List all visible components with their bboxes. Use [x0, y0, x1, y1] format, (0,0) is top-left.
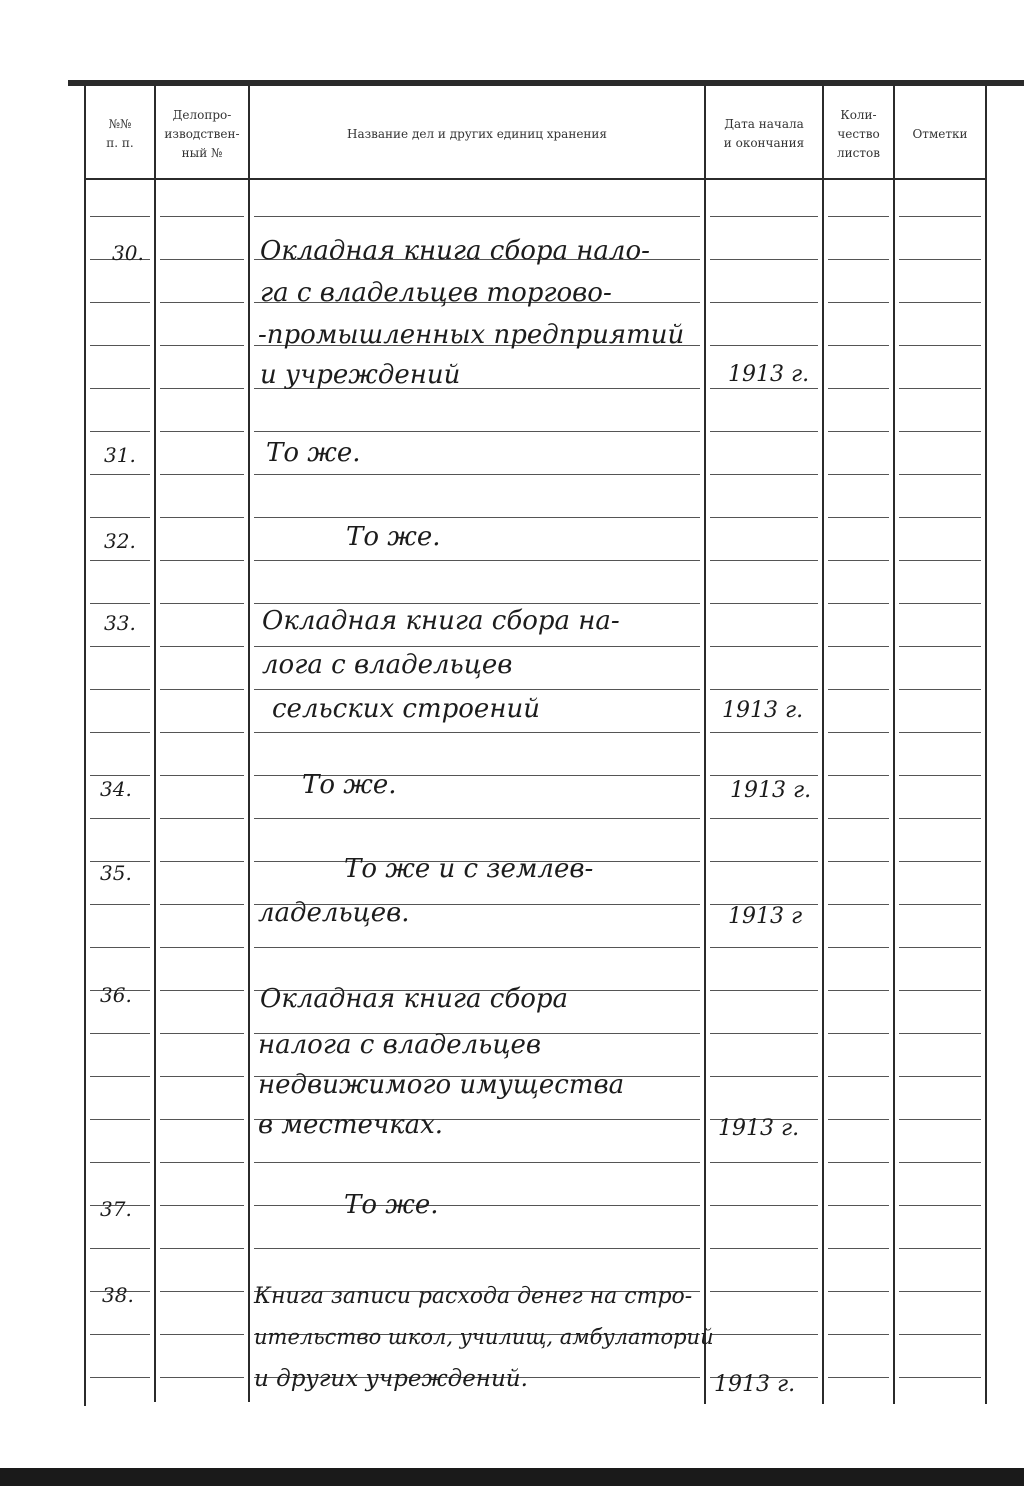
entry-title-line: Окладная книга сбора на- — [262, 606, 620, 636]
ruled-line — [828, 1033, 889, 1034]
ruled-line — [828, 818, 889, 819]
ruled-line — [828, 1248, 889, 1249]
ruled-line — [828, 1119, 889, 1120]
ruled-line — [899, 732, 981, 733]
ruled-line — [899, 1162, 981, 1163]
ruled-line — [828, 431, 889, 432]
column-line — [84, 86, 86, 1406]
entry-title-line: Книга записи расхода денег на стро- — [254, 1284, 693, 1309]
ruled-line — [710, 1033, 818, 1034]
ruled-line — [710, 732, 818, 733]
entry-title-line: То же. — [266, 438, 361, 468]
ruled-line — [828, 1291, 889, 1292]
ruled-line — [160, 560, 244, 561]
ruled-line — [828, 1377, 889, 1378]
entry-title-line: налога с владельцев — [258, 1030, 541, 1060]
ruled-line — [90, 1119, 150, 1120]
ruled-line — [254, 818, 700, 819]
ruled-line — [899, 775, 981, 776]
ruled-line — [254, 603, 700, 604]
ruled-line — [710, 861, 818, 862]
ruled-line — [710, 259, 818, 260]
ruled-line — [160, 431, 244, 432]
ruled-line — [160, 775, 244, 776]
entry-number: 31. — [104, 443, 136, 467]
ruled-line — [160, 517, 244, 518]
ruled-line — [90, 1162, 150, 1163]
entry-date: 1913 г. — [722, 698, 804, 723]
entry-title-line: То же. — [346, 522, 441, 552]
entry-title-line: Окладная книга сбора нало- — [260, 236, 650, 266]
ruled-line — [899, 560, 981, 561]
entry-title-line: и других учреждений. — [254, 1366, 528, 1392]
ruled-line — [710, 1205, 818, 1206]
ruled-line — [899, 517, 981, 518]
ruled-line — [828, 259, 889, 260]
page-bottom-edge — [0, 1468, 1024, 1486]
ruled-line — [828, 775, 889, 776]
ruled-line — [899, 1076, 981, 1077]
ruled-line — [710, 560, 818, 561]
ruled-line — [90, 388, 150, 389]
ruled-line — [710, 216, 818, 217]
ruled-line — [90, 904, 150, 905]
ruled-line — [160, 259, 244, 260]
ruled-line — [828, 1205, 889, 1206]
ruled-line — [899, 990, 981, 991]
ruled-line — [160, 990, 244, 991]
ruled-line — [254, 474, 700, 475]
ruled-line — [160, 689, 244, 690]
ruled-line — [90, 646, 150, 647]
ruled-line — [828, 216, 889, 217]
entry-date: 1913 г — [728, 904, 803, 929]
entry-title-line: ладельцев. — [258, 898, 410, 928]
ruled-line — [828, 1162, 889, 1163]
entry-title-line: Окладная книга сбора — [260, 984, 569, 1014]
entry-title-line: в местечках. — [258, 1110, 444, 1140]
header-notes: Отметки — [912, 126, 968, 141]
ruled-line — [90, 689, 150, 690]
entry-number: 38. — [102, 1283, 134, 1307]
ruled-line — [710, 1291, 818, 1292]
page-top-edge — [68, 80, 1024, 86]
ruled-line — [899, 388, 981, 389]
ruled-line — [160, 818, 244, 819]
ruled-line — [899, 861, 981, 862]
ruled-line — [254, 431, 700, 432]
ruled-line — [90, 732, 150, 733]
ruled-line — [254, 1248, 700, 1249]
ruled-line — [710, 689, 818, 690]
ruled-line — [828, 904, 889, 905]
ruled-line — [899, 1291, 981, 1292]
ruled-line — [90, 560, 150, 561]
ruled-line — [899, 1248, 981, 1249]
entry-title-line: лога с владельцев — [262, 650, 513, 680]
ruled-line — [254, 689, 700, 690]
ruled-line — [90, 1248, 150, 1249]
ruled-line — [160, 1291, 244, 1292]
entry-number: 30. — [112, 241, 144, 265]
entry-title-line: То же и с землев- — [344, 854, 594, 884]
ruled-line — [160, 861, 244, 862]
ruled-line — [828, 517, 889, 518]
column-line — [248, 86, 250, 1402]
ruled-line — [160, 1119, 244, 1120]
ruled-line — [160, 732, 244, 733]
ruled-line — [710, 431, 818, 432]
ruled-line — [254, 732, 700, 733]
ruled-line — [160, 1033, 244, 1034]
ruled-line — [710, 302, 818, 303]
ruled-line — [710, 646, 818, 647]
ruled-line — [254, 517, 700, 518]
ruled-line — [710, 1334, 818, 1335]
ruled-line — [899, 1205, 981, 1206]
ruled-line — [90, 947, 150, 948]
column-line — [704, 86, 706, 1404]
header-sheets: Коли- чество листов — [837, 107, 880, 160]
ruled-line — [90, 302, 150, 303]
ruled-line — [710, 818, 818, 819]
entry-date: 1913 г. — [730, 778, 812, 803]
ruled-line — [90, 517, 150, 518]
ruled-line — [899, 947, 981, 948]
ruled-line — [828, 474, 889, 475]
ruled-line — [710, 1162, 818, 1163]
ruled-line — [90, 818, 150, 819]
entry-date: 1913 г. — [728, 362, 810, 387]
ruled-line — [90, 1334, 150, 1335]
entry-number: 33. — [104, 611, 136, 635]
ruled-line — [160, 388, 244, 389]
column-line — [154, 86, 156, 1402]
ruled-line — [90, 1076, 150, 1077]
ruled-line — [828, 861, 889, 862]
ruled-line — [710, 603, 818, 604]
ruled-line — [899, 689, 981, 690]
ruled-line — [160, 1162, 244, 1163]
entry-number: 37. — [100, 1197, 132, 1221]
entry-title-line: сельских строений — [272, 694, 540, 724]
ruled-line — [899, 603, 981, 604]
ruled-line — [160, 646, 244, 647]
ruled-line — [160, 1248, 244, 1249]
ruled-line — [90, 603, 150, 604]
ruled-line — [828, 1334, 889, 1335]
entry-title-line: -промышленных предприятий — [258, 320, 685, 350]
column-line — [822, 86, 824, 1404]
ruled-line — [828, 388, 889, 389]
ruled-line — [899, 431, 981, 432]
ruled-line — [90, 216, 150, 217]
ruled-line — [899, 259, 981, 260]
ruled-line — [160, 345, 244, 346]
ruled-line — [254, 216, 700, 217]
ruled-line — [254, 1205, 700, 1206]
entry-date: 1913 г. — [718, 1116, 800, 1141]
ruled-line — [710, 517, 818, 518]
ruled-line — [254, 1162, 700, 1163]
ruled-line — [710, 474, 818, 475]
ruled-line — [160, 947, 244, 948]
ruled-line — [899, 302, 981, 303]
ruled-line — [160, 1334, 244, 1335]
ruled-line — [828, 603, 889, 604]
ruled-line — [899, 216, 981, 217]
ruled-line — [160, 474, 244, 475]
ruled-line — [160, 1076, 244, 1077]
ruled-line — [90, 431, 150, 432]
ruled-line — [828, 1076, 889, 1077]
ruled-line — [899, 904, 981, 905]
ruled-line — [160, 904, 244, 905]
ruled-line — [90, 1377, 150, 1378]
ruled-line — [710, 947, 818, 948]
entry-title-line: ительство школ, училищ, амбулаторий — [254, 1325, 714, 1349]
ruled-line — [90, 345, 150, 346]
header-dates: Дата начала и окончания — [723, 117, 805, 150]
header-divider — [86, 178, 986, 180]
entry-title-line: То же. — [302, 770, 397, 800]
ruled-line — [828, 646, 889, 647]
ruled-line — [710, 1076, 818, 1077]
ruled-line — [828, 689, 889, 690]
entry-number: 32. — [104, 529, 136, 553]
ruled-line — [828, 990, 889, 991]
ruled-line — [254, 560, 700, 561]
entry-title-line: га с владельцев торгово- — [260, 278, 612, 308]
ruled-line — [90, 474, 150, 475]
ruled-line — [160, 302, 244, 303]
ruled-line — [828, 947, 889, 948]
ruled-line — [90, 1033, 150, 1034]
entry-title-line: недвижимого имущества — [258, 1070, 625, 1100]
header-title: Название дел и других единиц хранения — [346, 126, 607, 141]
column-line — [985, 86, 987, 1404]
ruled-line — [160, 216, 244, 217]
ruled-line — [254, 646, 700, 647]
ruled-line — [828, 345, 889, 346]
entry-date: 1913 г. — [714, 1372, 796, 1397]
entry-title-line: и учреждений — [260, 360, 461, 390]
ruled-line — [899, 1334, 981, 1335]
ruled-line — [710, 1248, 818, 1249]
ruled-line — [899, 345, 981, 346]
entry-number: 34. — [100, 777, 132, 801]
ruled-line — [899, 1377, 981, 1378]
ruled-line — [710, 990, 818, 991]
entry-number: 36. — [100, 983, 132, 1007]
ruled-line — [899, 1119, 981, 1120]
ruled-line — [828, 732, 889, 733]
ruled-line — [899, 818, 981, 819]
header-num: №№ п. п. — [106, 117, 134, 150]
column-line — [893, 86, 895, 1404]
ruled-line — [828, 302, 889, 303]
ruled-line — [899, 474, 981, 475]
ruled-line — [160, 1205, 244, 1206]
ruled-line — [160, 1377, 244, 1378]
header-office-number: Делопро- изводствен- ный № — [164, 107, 240, 160]
entry-number: 35. — [100, 861, 132, 885]
ruled-line — [828, 560, 889, 561]
ruled-line — [160, 603, 244, 604]
ruled-line — [899, 646, 981, 647]
entry-title-line: То же. — [344, 1190, 439, 1220]
ruled-line — [710, 345, 818, 346]
ruled-line — [254, 947, 700, 948]
ruled-line — [899, 1033, 981, 1034]
